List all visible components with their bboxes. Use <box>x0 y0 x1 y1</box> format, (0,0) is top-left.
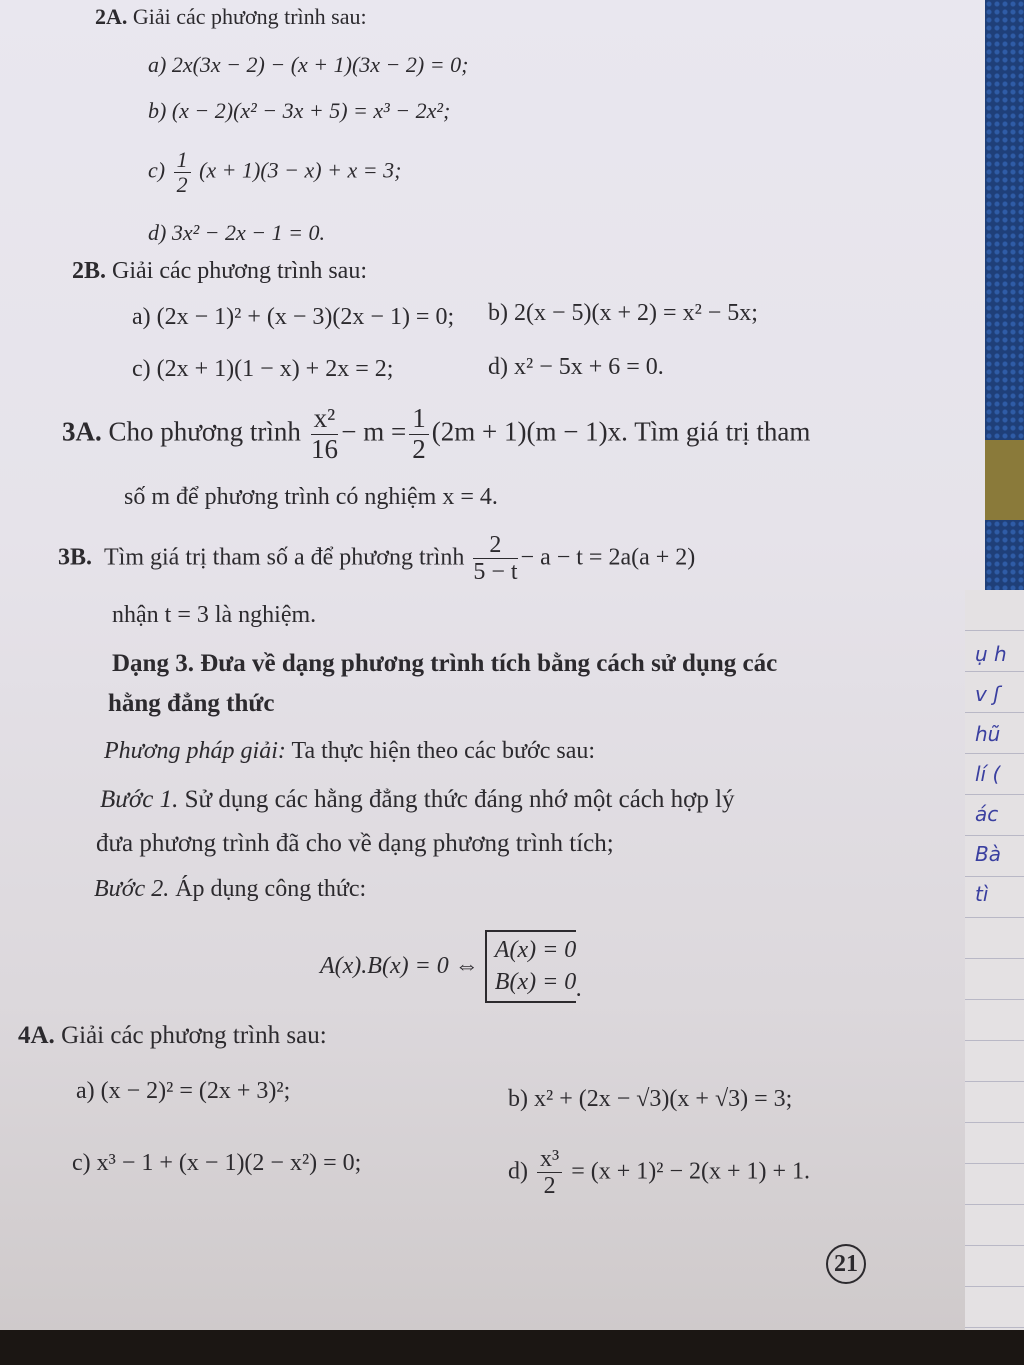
step1-text: Sử dụng các hằng đẳng thức đáng nhớ một cách hợp lý <box>184 786 735 813</box>
method-line <box>104 738 595 765</box>
frac-den: 5 − t <box>473 559 518 586</box>
problem-4A-a: a) (x − 2)² = (2x + 3)²; <box>76 1078 291 1104</box>
problem-2A-header <box>95 4 367 30</box>
frac-num: 1 <box>409 404 429 435</box>
problem-2A-d: d) 3x² − 2x − 1 = 0. <box>148 220 325 245</box>
problem-4A-d-label: d) <box>508 1158 528 1185</box>
problem-2B-b: b) 2(x − 5)(x + 2) = x² − 5x; <box>488 300 758 326</box>
problem-2A-b: b) (x − 2)(x² − 3x + 5) = x³ − 2x²; <box>148 98 451 123</box>
formula-bracket <box>485 930 577 1003</box>
problem-3A-eq-tail: (2m + 1)(m − 1)x. <box>431 416 628 447</box>
blue-fabric-background <box>985 0 1024 640</box>
step1-line <box>100 786 735 814</box>
formula <box>320 930 582 1003</box>
problem-4A-d-fraction <box>537 1146 562 1200</box>
section-heading-line1: Dạng 3. Đưa về dạng phương trình tích bằng cách sử dụng các <box>112 650 778 677</box>
handwriting-4: lí ( <box>975 762 1001 786</box>
problem-2A-a: a) 2x(3x − 2) − (x + 1)(3x − 2) = 0; <box>148 52 469 77</box>
problem-2A-c-rest: (x + 1)(3 − x) + x = 3; <box>199 157 402 183</box>
frac-den: 2 <box>176 172 188 198</box>
problem-2A-title: Giải các phương trình sau: <box>132 4 367 29</box>
table-surface <box>0 1330 1024 1365</box>
handwriting-3: hũ <box>975 722 1001 746</box>
problem-2B-c: c) (2x + 1)(1 − x) + 2x = 2; <box>132 356 394 382</box>
problem-2B-label: 2B. <box>72 258 107 284</box>
handwriting-7: tì <box>975 882 989 906</box>
problem-2B-d: d) x² − 5x + 6 = 0. <box>488 354 664 380</box>
problem-3A-fraction-2 <box>409 404 429 464</box>
handwriting-5: ác <box>975 802 999 826</box>
problem-3A-text-2: Tìm giá trị tham <box>634 416 811 447</box>
step2-text: Áp dụng công thức: <box>175 876 367 902</box>
frac-den: 16 <box>310 433 338 464</box>
problem-2B-a: a) (2x − 1)² + (x − 3)(2x − 1) = 0; <box>132 304 455 330</box>
handwriting-6: Bà <box>975 842 1001 866</box>
problem-4A-d-rest: = (x + 1)² − 2(x + 1) + 1. <box>571 1158 811 1185</box>
problem-2A-c <box>148 148 401 197</box>
problem-3A-label: 3A. <box>62 416 102 447</box>
problem-3B-line2: nhận t = 3 là nghiệm. <box>112 602 317 628</box>
formula-row-1: A(x) = 0 <box>494 937 577 963</box>
step1-line2: đưa phương trình đã cho về dạng phương trình tích; <box>96 830 614 857</box>
frac-den: 2 <box>412 433 426 464</box>
problem-2A-c-label: c) <box>148 157 166 183</box>
problem-4A-label: 4A. <box>18 1022 55 1049</box>
handwriting-2: ᴠ ʃ <box>975 682 1000 706</box>
problem-2A-label: 2A. <box>95 4 128 29</box>
frac-num: x² <box>311 404 339 435</box>
problem-4A-title: Giải các phương trình sau: <box>61 1022 327 1049</box>
method-text: Ta thực hiện theo các bước sau: <box>291 738 596 764</box>
tan-fabric-background <box>985 440 1024 520</box>
problem-3B-fraction <box>473 532 517 586</box>
problem-3B-eq-tail: − a − t = 2a(a + 2) <box>520 544 696 571</box>
problem-4A-b: b) x² + (2x − √3)(x + √3) = 3; <box>508 1086 793 1112</box>
step1-label: Bước 1. <box>100 786 179 813</box>
problem-4A-c: c) x³ − 1 + (x − 1)(2 − x²) = 0; <box>72 1150 362 1176</box>
problem-2A-c-fraction <box>174 148 191 197</box>
frac-num: x³ <box>537 1146 562 1173</box>
problem-3B-line1 <box>58 532 695 586</box>
problem-3A-line2: số m để phương trình có nghiệm x = 4. <box>124 484 498 510</box>
frac-den: 2 <box>543 1173 556 1200</box>
handwriting-1: ụ h <box>975 642 1007 666</box>
problem-3A-text: Cho phương trình <box>108 416 301 447</box>
problem-3B-label: 3B. <box>58 544 93 571</box>
frac-num: 2 <box>473 532 517 559</box>
problem-2B-header <box>72 258 367 285</box>
problem-2B-title: Giải các phương trình sau: <box>112 258 367 284</box>
formula-left: A(x).B(x) = 0 ⇔ <box>320 952 479 979</box>
problem-4A-header <box>18 1022 327 1050</box>
frac-num: 1 <box>174 148 191 173</box>
problem-3A-mid: − m = <box>341 416 407 447</box>
method-label: Phương pháp giải: <box>104 738 286 764</box>
section-heading-line2: hằng đẳng thức <box>108 690 275 717</box>
step2-line <box>94 876 366 903</box>
formula-row-2: B(x) = 0 <box>494 969 577 996</box>
problem-3A-fraction-1 <box>311 404 339 464</box>
step2-label: Bước 2. <box>94 876 170 902</box>
formula-end: . <box>576 975 583 1002</box>
problem-3A-line1 <box>62 404 810 464</box>
page-number: 21 <box>826 1244 866 1284</box>
problem-4A-d <box>508 1146 810 1200</box>
problem-3B-text: Tìm giá trị tham số a để phương trình <box>104 544 465 571</box>
